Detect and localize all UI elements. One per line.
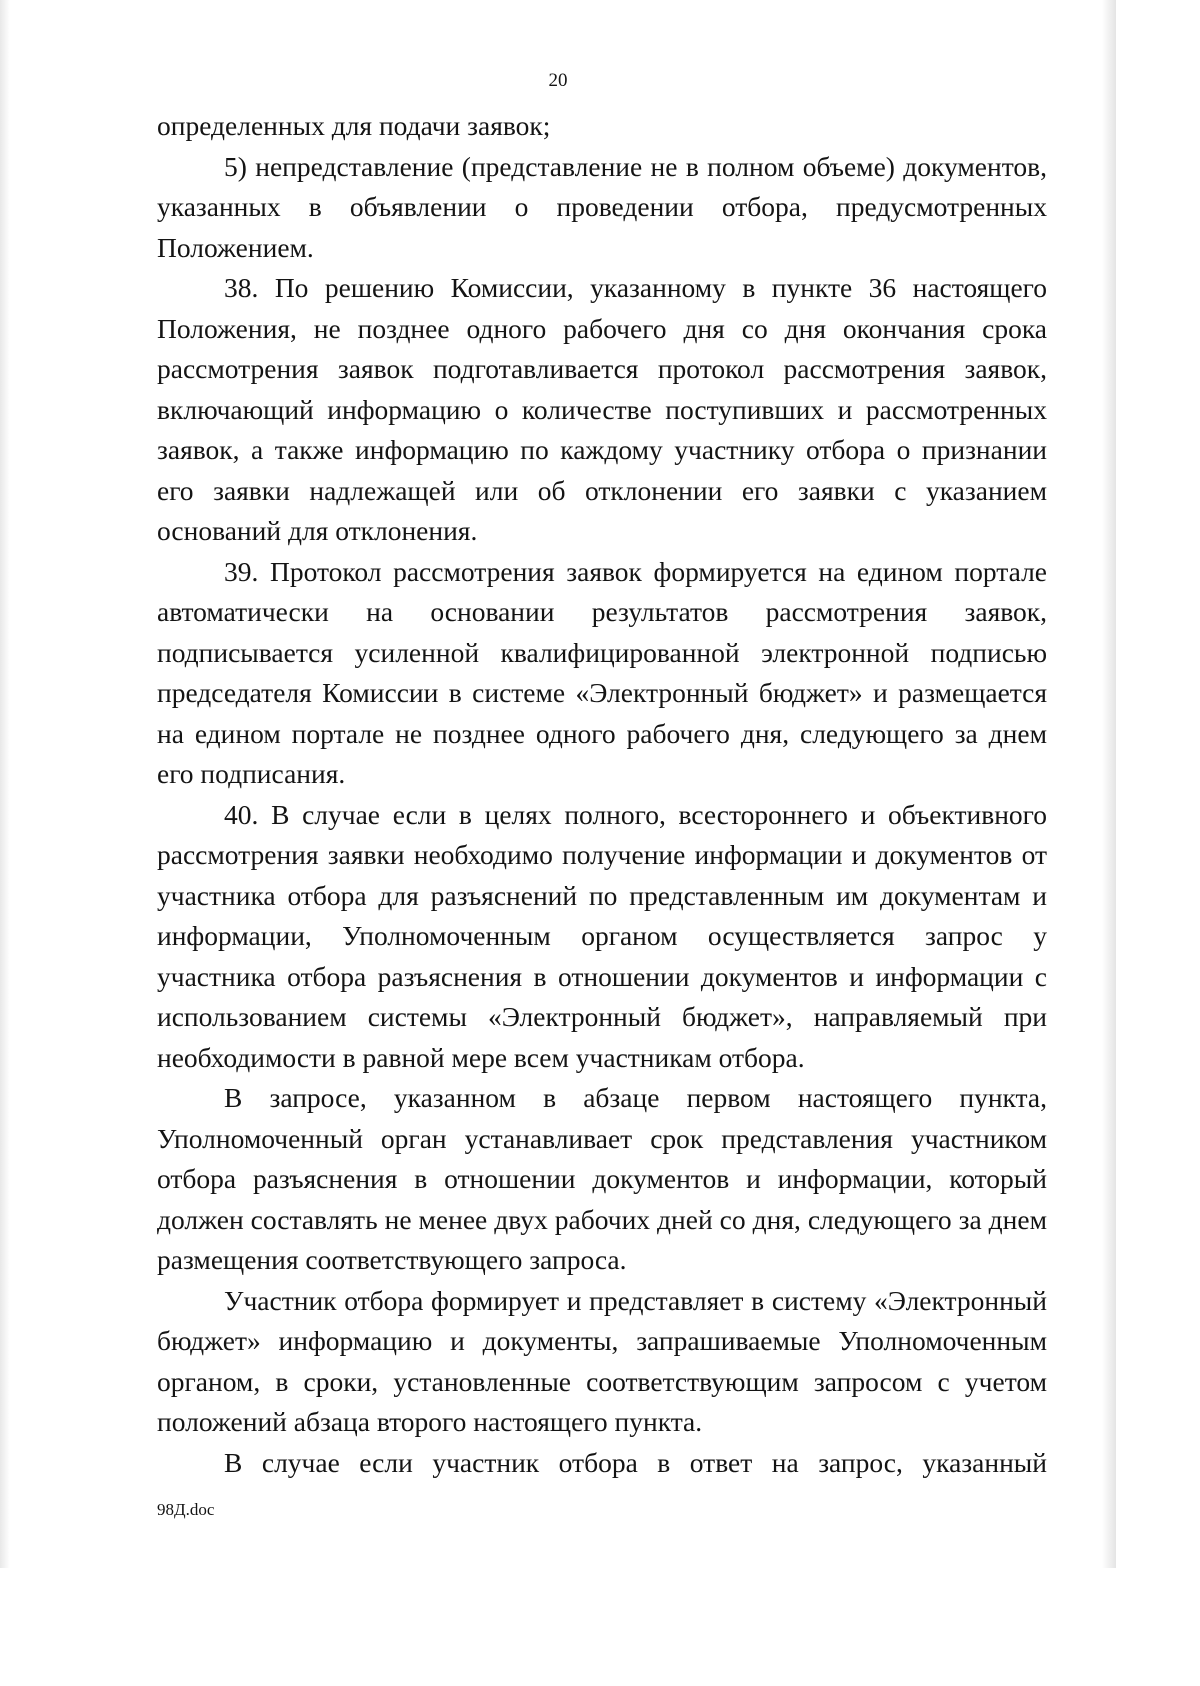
paragraph-39: 39. Протокол рассмотрения заявок формируется на едином портале автоматически на основании результатов рассмотрения заявок, подписывается усиленной квалифицированной электронной подписью председателя Комиссии в системе «Электронный бюджет» и размещается на едином портале не позднее одного рабочего дня, следующего за днем его подписания.	[157, 555, 1047, 789]
scan-edge-left	[0, 0, 10, 1568]
paragraph-40-no-response: В случае если участник отбора в ответ на запрос, указанный	[224, 1446, 1047, 1478]
paragraph-40-participant-response: Участник отбора формирует и представляет в систему «Электронный бюджет» информацию и документы, запрашиваемые Уполномоченным органом, в сроки, установленные соответствующим запросом с учетом положений абзаца второго настоящего пункта.	[157, 1284, 1047, 1437]
paragraph-item-5: 5) непредставление (представление не в полном объеме) документов, указанных в объявлении о проведении отбора, предусмотренных Положением.	[157, 150, 1047, 263]
page-number: 20	[548, 70, 568, 91]
paragraph-continuation: определенных для подачи заявок;	[157, 110, 551, 141]
paragraph-40-request-terms: В запросе, указанном в абзаце первом настоящего пункта, Уполномоченный орган устанавливает срок представления участником отбора разъяснения в отношении документов и информации, который должен составлять не менее двух рабочих дней со дня, следующего за днем размещения соответствующего запроса.	[157, 1082, 1047, 1275]
document-body	[157, 106, 1047, 1483]
scan-edge-right	[1102, 0, 1116, 1568]
paragraph-38: 38. По решению Комиссии, указанному в пункте 36 настоящего Положения, не позднее одного рабочего дня со дня окончания срока рассмотрения заявок подготавливается протокол рассмотрения заявок, включающий информацию о количестве поступивших и рассмотренных заявок, а также информацию по каждому участнику отбора о признании его заявки надлежащей или об отклонении его заявки с указанием оснований для отклонения.	[157, 272, 1047, 546]
paragraph-40: 40. В случае если в целях полного, всестороннего и объективного рассмотрения заявки необходимо получение информации и документов от участника отбора для разъяснений по представленным им документам и информации, Уполномоченным органом осуществляется запрос у участника отбора разъяснения в отношении документов и информации с использованием системы «Электронный бюджет», направляемый при необходимости в равной мере всем участникам отбора.	[157, 798, 1047, 1073]
footer-filename: 98Д.doc	[157, 1500, 215, 1519]
